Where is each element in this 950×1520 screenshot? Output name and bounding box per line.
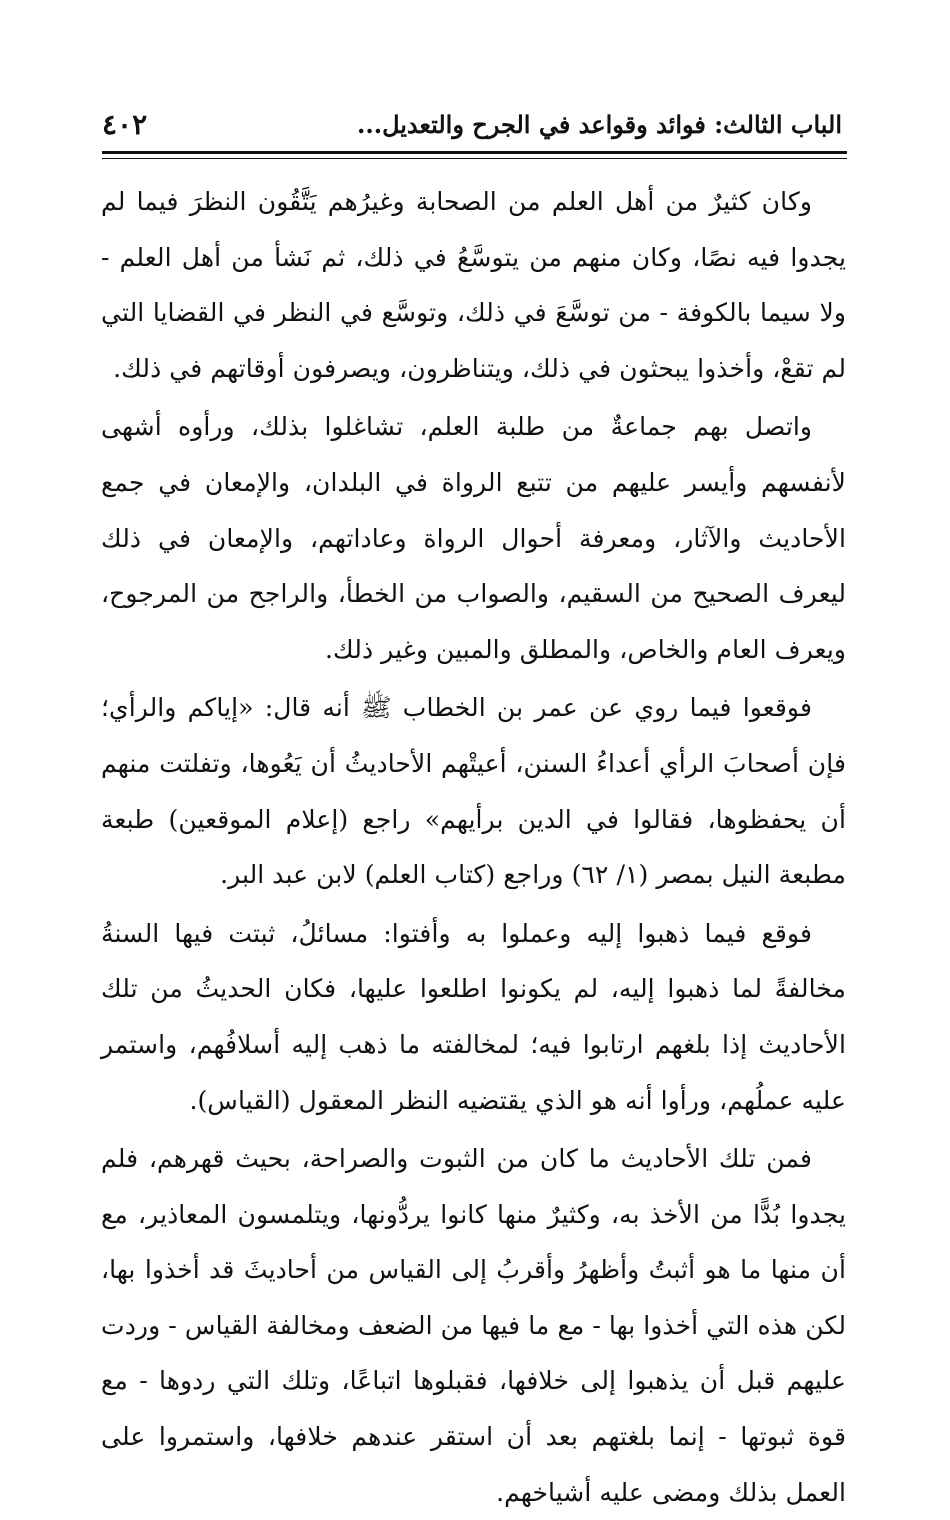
- header-rule-thin: [102, 158, 847, 159]
- running-title: الباب الثالث: فوائد وقواعد في الجرح والتعديل...: [357, 110, 842, 139]
- paragraph-2: واتصل بهم جماعةٌ من طلبة العلم، تشاغلوا بذلك، ورأوه أشهى لأنفسهم وأيسر عليهم من تتبع الرواة في البلدان، والإمعان في جمع الأحاديث والآثار، ومعرفة أحوال الرواة وعاداتهم، والإمعان في ذلك ليعرف الصحيح من السقيم، والصواب من الخطأ، والراجح من المرجوح، ويعرف العام والخاص، والمطلق والمبين وغير ذلك.: [101, 412, 846, 664]
- page-header: [102, 108, 842, 142]
- paragraph-3: فوقعوا فيما روي عن عمر بن الخطاب ﷺ أنه قال: «إياكم والرأي؛ فإن أصحابَ الرأي أعداءُ السنن، أعيتْهم الأحاديثُ أن يَعُوها، وتفلتت منهم أن يحفظوها، فقالوا في الدين برأيهم» راجع (إعلام الموقعين) طبعة مطبعة النيل بمصر (١/ ٦٢) وراجع (كتاب العلم) لابن عبد البر.: [101, 693, 846, 890]
- paragraph-5: فمن تلك الأحاديث ما كان من الثبوت والصراحة، بحيث قهرهم، فلم يجدوا بُدًّا من الأخذ به، وكثيرٌ منها كانوا يردُّونها، ويتلمسون المعاذير، مع أن منها ما هو أثبتُ وأظهرُ وأقربُ إلى القياس من أحاديثَ قد أخذوا بها، لكن هذه التي أخذوا بها - مع ما فيها من الضعف ومخالفة القياس - وردت عليهم قبل أن يذهبوا إلى خلافها، فقبلوها اتباعًا، وتلك التي ردوها - مع قوة ثبوتها - إنما بلغتهم بعد أن استقر عندهم خلافها، واستمروا على العمل بذلك ومضى عليه أشياخهم.: [101, 1144, 846, 1507]
- paragraph-4: فوقع فيما ذهبوا إليه وعملوا به وأفتوا: مسائلُ، ثبتت فيها السنةُ مخالفةً لما ذهبوا إليه، لم يكونوا اطلعوا عليها، فكان الحديثُ من تلك الأحاديث إذا بلغهم ارتابوا فيه؛ لمخالفته ما ذهب إليه أسلافُهم، واستمر عليه عملُهم، ورأوا أنه هو الذي يقتضيه النظر المعقول (القياس).: [101, 918, 846, 1115]
- page-number: ٤٠٢: [102, 108, 148, 141]
- paragraph-1: وكان كثيرٌ من أهل العلم من الصحابة وغيرُهم يَتَّقُون النظرَ فيما لم يجدوا فيه نصًا، وكان منهم من يتوسَّعُ في ذلك، ثم نَشأ من أهل العلم - ولا سيما بالكوفة - من توسَّعَ في ذلك، وتوسَّع في النظر في القضايا التي لم تقعْ، وأخذوا يبحثون في ذلك، ويتناظرون، ويصرفون أوقاتهم في ذلك.: [101, 187, 846, 383]
- header-rule-thick: [102, 151, 847, 154]
- page-body: [101, 174, 846, 1520]
